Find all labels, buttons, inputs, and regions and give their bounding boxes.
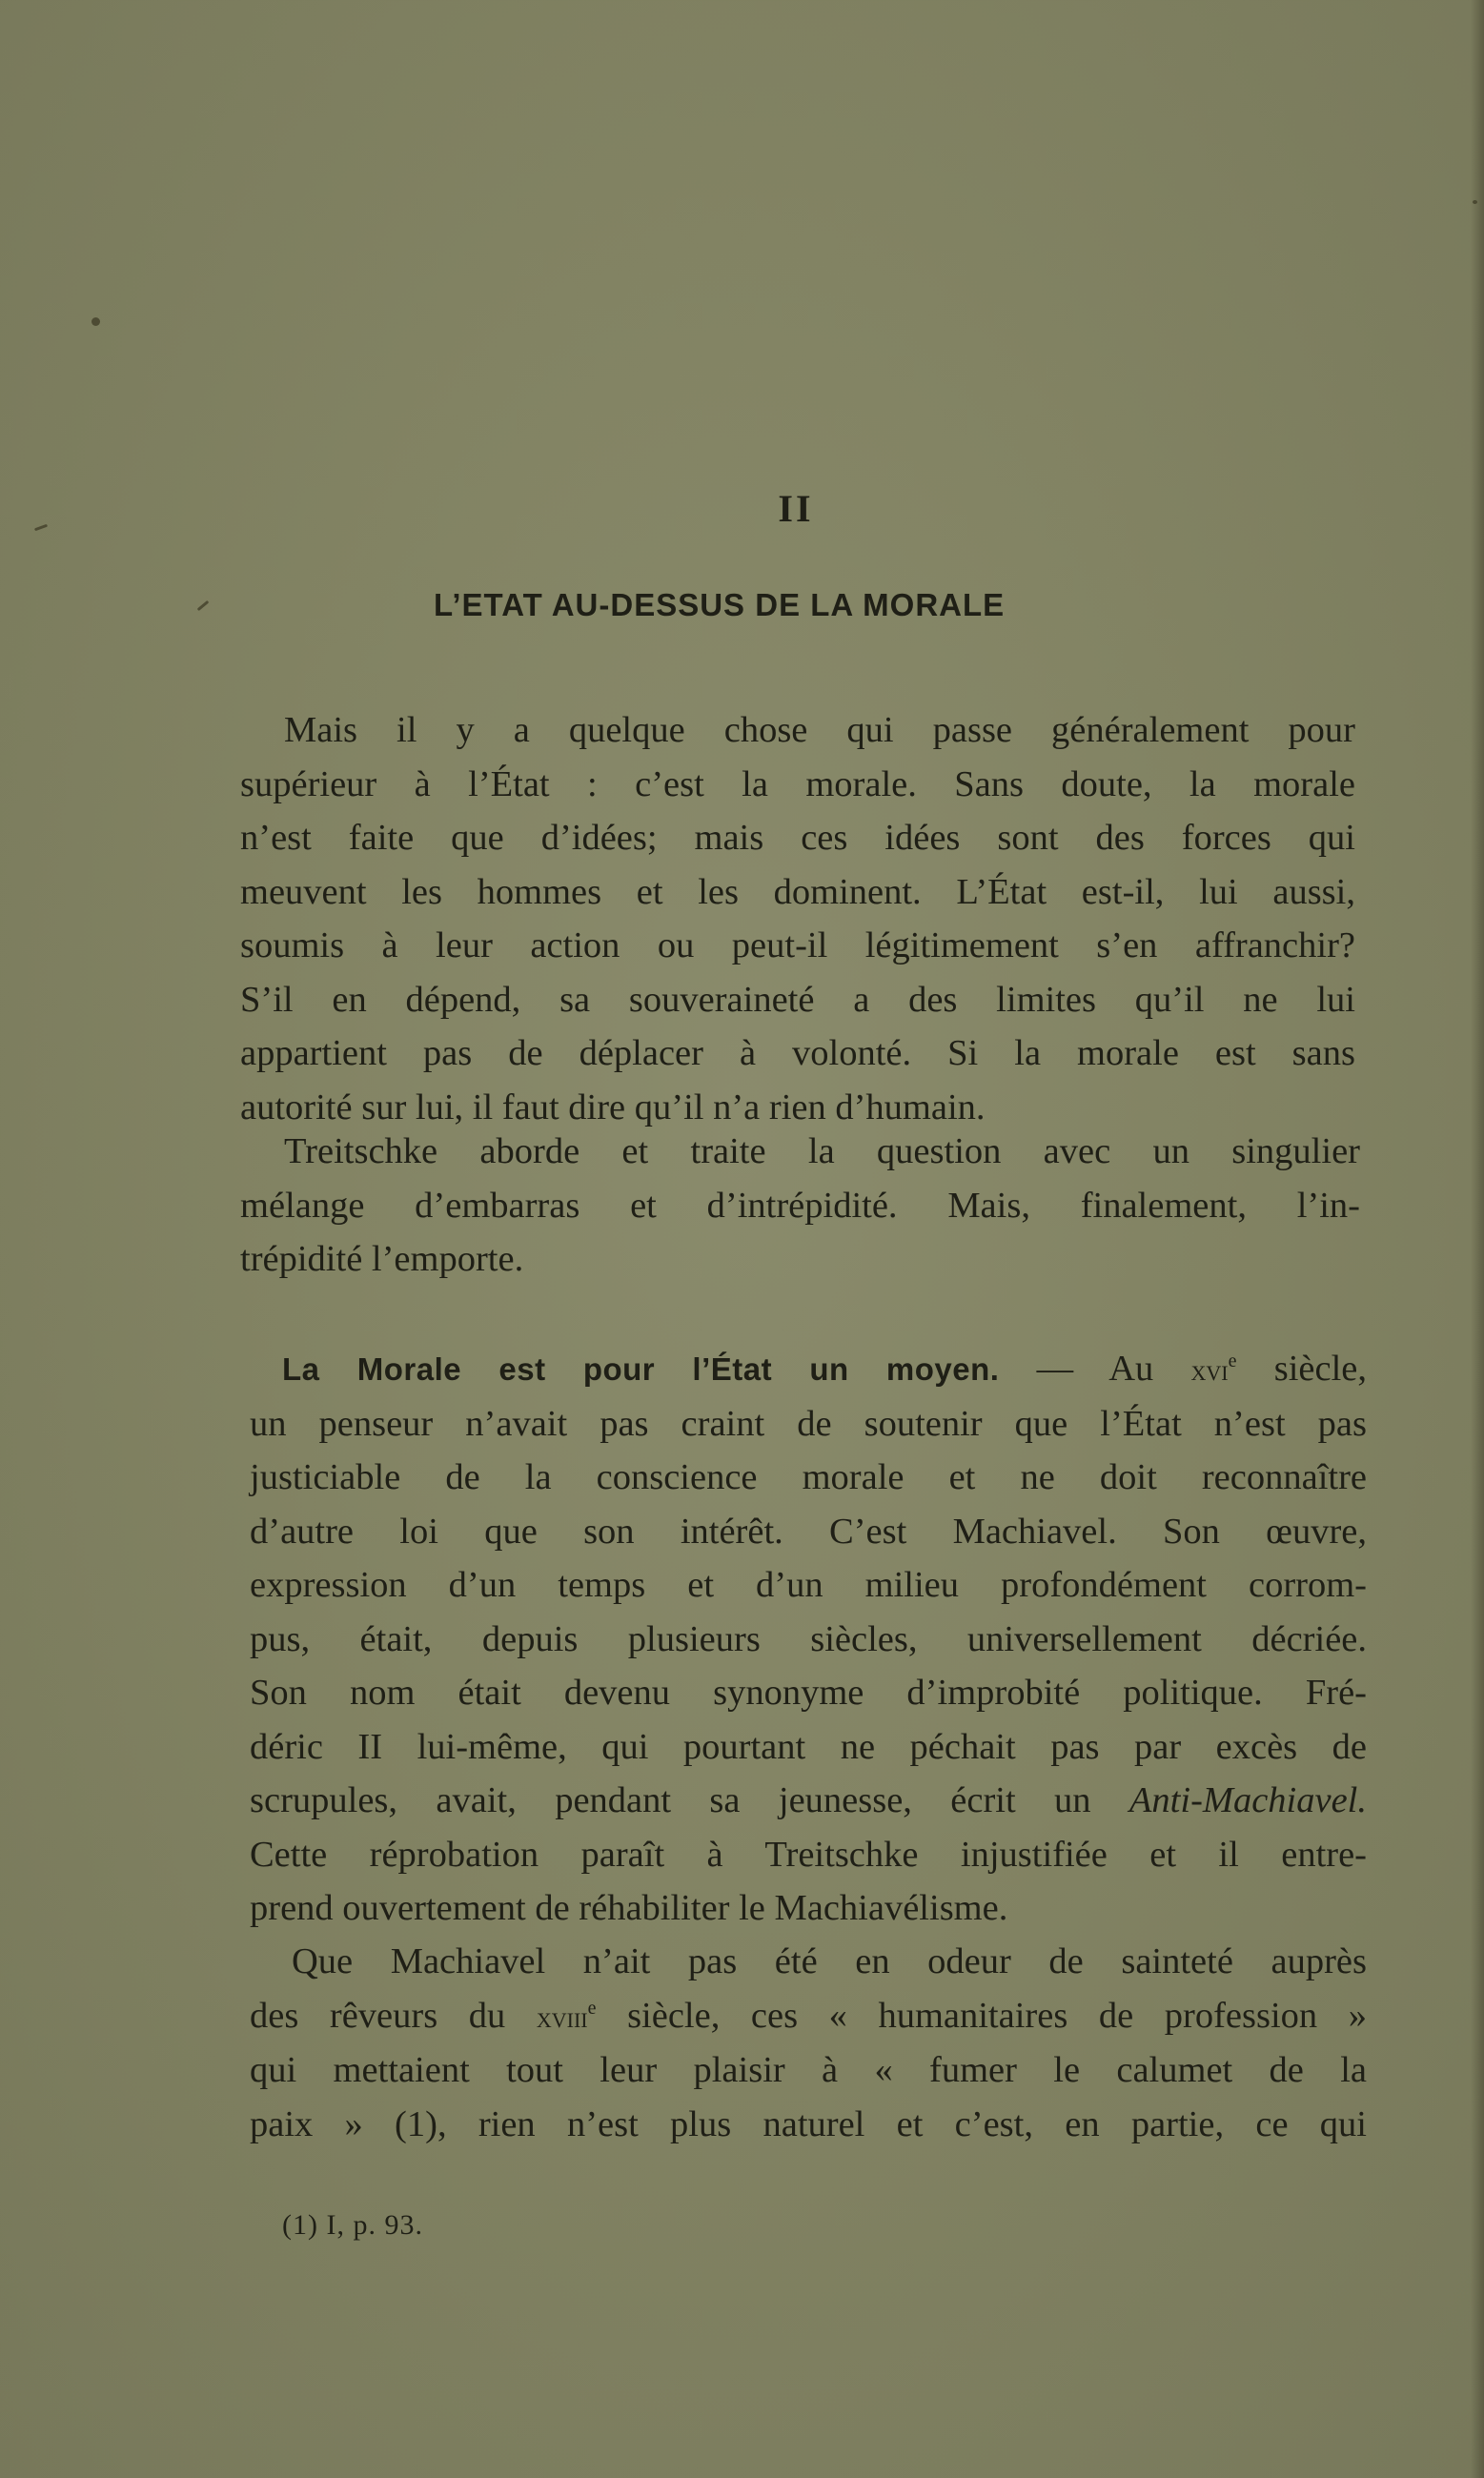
text-line: d’autre loi que son intérêt. C’est Machiavel. Son œuvre,	[250, 1511, 1367, 1552]
paragraph-que-machiavel	[250, 1935, 1367, 2151]
text-line: soumis à leur action ou peut-il légitimement s’en affranchir?	[240, 925, 1355, 965]
paragraph-treitschke	[240, 1125, 1360, 1287]
text-line: supérieur à l’État : c’est la morale. Sans doute, la morale	[240, 763, 1355, 804]
footnote: (1) I, p. 93.	[282, 2209, 423, 2241]
text-line: n’est faite que d’idées; mais ces idées sont des forces qui	[240, 818, 1355, 858]
text-line: Que Machiavel n’ait pas été en odeur de sainteté auprès	[292, 1941, 1367, 1981]
text-line: autorité sur lui, il faut dire qu’il n’a rien d’humain.	[240, 1087, 986, 1127]
paper-speck	[91, 317, 100, 326]
text-line: mélange d’embarras et d’intrépidité. Mais, finalement, l’in-	[240, 1185, 1360, 1226]
section-heading: La Morale est pour l’État un moyen.	[282, 1351, 1000, 1387]
text-line: justiciable de la conscience morale et ne doit reconnaître	[250, 1457, 1367, 1497]
chapter-number: II	[778, 487, 814, 530]
text-line: Son nom était devenu synonyme d’improbité politique. Fré-	[250, 1673, 1367, 1713]
text-line: appartient pas de déplacer à volonté. Si la morale est sans	[240, 1033, 1355, 1073]
text-line: paix » (1), rien n’est plus naturel et c’est, en partie, ce qui	[250, 2103, 1367, 2144]
section-dash: — Au	[999, 1349, 1191, 1389]
text-fragment: des rêveurs du	[250, 1995, 537, 2036]
section-morale-moyen	[250, 1342, 1367, 1936]
text-line: prend ouvertement de réhabiliter le Machiavélisme.	[250, 1888, 1008, 1928]
text-line: S’il en dépend, sa souveraineté a des limites qu’il ne lui	[240, 979, 1355, 1020]
text-fragment: scrupules, avait, pendant sa jeunesse, écrit un	[250, 1780, 1129, 1820]
text-line: un penseur n’avait pas craint de soutenir que l’État n’est pas	[250, 1403, 1367, 1444]
paragraph-morale-intro	[240, 703, 1355, 1134]
text-line: déric II lui-même, qui pourtant ne péchait pas par excès de	[250, 1726, 1367, 1767]
text-line: Treitschke aborde et traite la question avec un singulier	[284, 1131, 1360, 1171]
book-title-italic: Anti-Machiavel.	[1128, 1780, 1367, 1820]
page-edge-shadow	[1471, 0, 1484, 2478]
text-line: qui mettaient tout leur plaisir à « fumer le calumet de la	[250, 2050, 1367, 2090]
text-line: expression d’un temps et d’un milieu profondément corrom-	[250, 1565, 1367, 1605]
chapter-title: L’ETAT AU-DESSUS DE LA MORALE	[434, 587, 1006, 622]
paper-speck	[1473, 200, 1477, 204]
century-superscript: e	[587, 1997, 597, 2019]
text-fragment: siècle,	[1236, 1349, 1367, 1389]
century-numeral: xvi	[1190, 1352, 1229, 1387]
text-line: Mais il y a quelque chose qui passe généralement pour	[284, 710, 1355, 750]
text-line: meuvent les hommes et les dominent. L’État est-il, lui aussi,	[240, 871, 1355, 912]
text-line-anti-machiavel	[250, 1774, 1367, 1828]
text-line: pus, était, depuis plusieurs siècles, universellement décriée.	[250, 1618, 1367, 1659]
text-line: trépidité l’emporte.	[240, 1239, 524, 1279]
text-line-century	[250, 1989, 1367, 2044]
text-fragment: siècle, ces « humanitaires de profession »	[596, 1995, 1367, 2036]
text-line: Cette réprobation paraît à Treitschke injustifiée et il entre-	[250, 1834, 1367, 1875]
century-superscript: e	[1228, 1351, 1237, 1372]
section-first-line	[250, 1342, 1367, 1397]
paper-speck	[197, 600, 210, 611]
century-numeral: xviii	[536, 1999, 588, 2034]
